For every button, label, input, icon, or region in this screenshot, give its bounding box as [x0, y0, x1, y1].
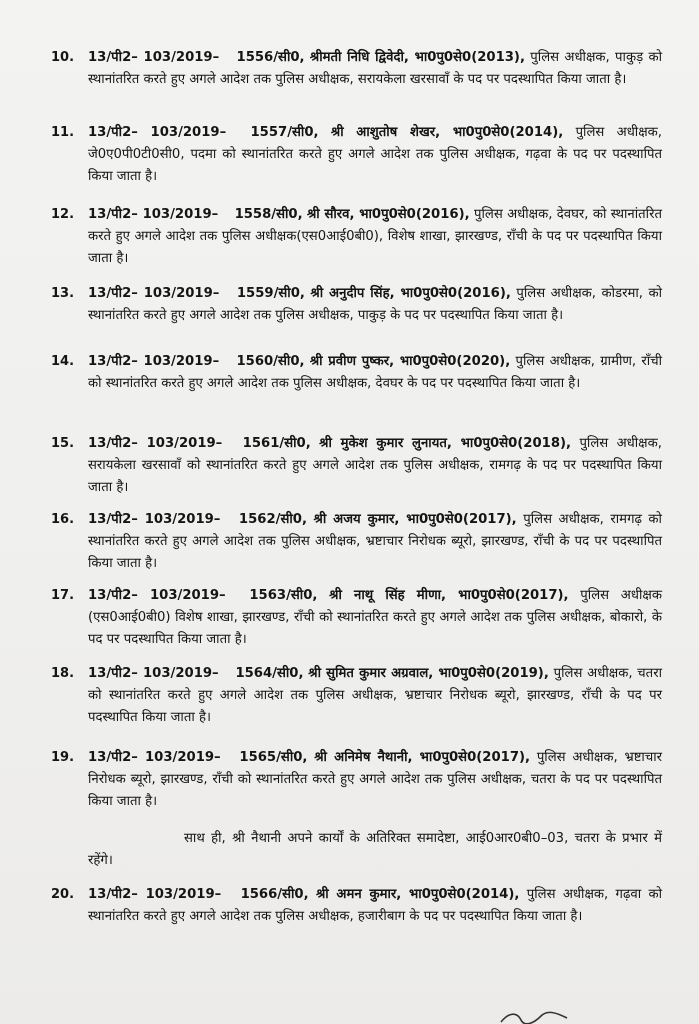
file-reference: 13/पी2– 103/2019– — [88, 354, 220, 369]
item-text — [88, 433, 662, 499]
transfer-description: पुलिस अधीक्षक, चतरा को स्थानांतरित करते हुए अगले आदेश तक पुलिस अधीक्षक, भ्रष्टाचार निरोधक ब्यूरो, झारखण्ड, राँची के पद पर पदस्थापित किया जाता है। — [88, 666, 662, 725]
item-text — [88, 122, 662, 188]
additional-charge-note: साथ ही, श्री नैथानी अपने कार्यों के अतिरिक्त समादेष्टा, आई0आर0बी0–03, चतरा के प्रभार में रहेंगे। — [88, 831, 662, 868]
order-number: 1560/सी0, — [236, 354, 305, 369]
transfer-description: पुलिस अधीक्षक, जे0ए0पी0टी0सी0, पदमा को स्थानांतरित करते हुए अगले आदेश तक पुलिस अधीक्षक, गढ़वा के पद पर पदस्थापित किया जाता है। — [88, 125, 662, 184]
file-reference: 13/पी2– 103/2019– — [88, 286, 220, 301]
order-number: 1563/सी0, — [249, 588, 318, 603]
item-number: 11. — [51, 125, 75, 140]
item-text — [88, 884, 662, 928]
file-reference: 13/पी2– 103/2019– — [88, 125, 227, 140]
signature-mark — [499, 1010, 569, 1024]
officer-name: श्री अनिमेष नैथानी, भा0पु0से0(2017), — [314, 750, 531, 765]
item-number: 12. — [51, 207, 75, 222]
order-number: 1565/सी0, — [239, 750, 308, 765]
file-reference: 13/पी2– 103/2019– — [88, 887, 222, 902]
item-number: 15. — [51, 436, 75, 451]
item-number: 18. — [51, 666, 75, 681]
transfer-description: पुलिस अधीक्षक, कोडरमा, को स्थानांतरित करते हुए अगले आदेश तक पुलिस अधीक्षक, पाकुड़ के पद पर पदस्थापित किया जाता है। — [88, 286, 663, 323]
item-text — [88, 351, 662, 395]
file-reference: 13/पी2– 103/2019– — [88, 666, 219, 681]
item-text — [88, 204, 662, 270]
order-number: 1561/सी0, — [242, 436, 311, 451]
file-reference: 13/पी2– 103/2019– — [88, 436, 223, 451]
item-text — [88, 509, 662, 575]
transfer-description: पुलिस अधीक्षक, गढ़वा को स्थानांतरित करते हुए अगले आदेश तक पुलिस अधीक्षक, हजारीबाग के पद पर पदस्थापित किया जाता है। — [88, 887, 663, 924]
order-number: 1557/सी0, — [250, 125, 319, 140]
file-reference: 13/पी2– 103/2019– — [88, 207, 219, 222]
file-reference: 13/पी2– 103/2019– — [88, 512, 221, 527]
order-number: 1556/सी0, — [236, 50, 305, 65]
transfer-description: पुलिस अधीक्षक, रामगढ़ को स्थानांतरित करते हुए अगले आदेश तक पुलिस अधीक्षक, भ्रष्टाचार निरोधक ब्यूरो, झारखण्ड, राँची के पद पर पदस्थापित किया जाता है। — [88, 512, 662, 571]
officer-name: श्री मुकेश कुमार लुनायत, भा0पु0से0(2018), — [319, 436, 572, 451]
file-reference: 13/पी2– 103/2019– — [88, 588, 226, 603]
item-number: 13. — [51, 286, 75, 301]
order-number: 1559/सी0, — [236, 286, 305, 301]
officer-name: श्री प्रवीण पुष्कर, भा0पु0से0(2020), — [309, 354, 511, 369]
transfer-description: पुलिस अधीक्षक, भ्रष्टाचार निरोधक ब्यूरो, झारखण्ड, राँची को स्थानांतरित करते हुए अगले आदेश तक पुलिस अधीक्षक, चतरा के पद पर पदस्थापित किया जाता है। — [88, 750, 663, 809]
item-text — [88, 47, 662, 91]
item-text — [88, 663, 662, 729]
officer-name: श्रीमती निधि द्विवेदी, भा0पु0से0(2013), — [309, 50, 525, 65]
officer-name: श्री अजय कुमार, भा0पु0से0(2017), — [313, 512, 517, 527]
officer-name: श्री नाथू सिंह मीणा, भा0पु0से0(2017), — [329, 588, 569, 603]
transfer-description: पुलिस अधीक्षक, सरायकेला खरसावाँ को स्थानांतरित करते हुए अगले आदेश तक पुलिस अधीक्षक, रामगढ़ के पद पर पदस्थापित किया जाता है। — [88, 436, 662, 495]
officer-name: श्री अमन कुमार, भा0पु0से0(2014), — [315, 887, 520, 902]
item-text — [88, 283, 662, 327]
order-number: 1562/सी0, — [238, 512, 307, 527]
file-reference: 13/पी2– 103/2019– — [88, 50, 220, 65]
item-number: 16. — [51, 512, 75, 527]
file-reference: 13/पी2– 103/2019– — [88, 750, 221, 765]
officer-name: श्री सौरव, भा0पु0से0(2016), — [306, 207, 470, 222]
item-number: 14. — [51, 354, 75, 369]
order-number: 1558/सी0, — [234, 207, 303, 222]
officer-name: श्री अनुदीप सिंह, भा0पु0से0(2016), — [310, 286, 511, 301]
order-number: 1564/सी0, — [235, 666, 304, 681]
transfer-description: पुलिस अधीक्षक, ग्रामीण, राँची को स्थानांतरित करते हुए अगले आदेश तक पुलिस अधीक्षक, देवघर के पद पर पदस्थापित किया जाता है। — [88, 354, 662, 391]
order-number: 1566/सी0, — [240, 887, 309, 902]
transfer-description: पुलिस अधीक्षक, पाकुड़ को स्थानांतरित करते हुए अगले आदेश तक पुलिस अधीक्षक, सरायकेला खरसावाँ के पद पर पदस्थापित किया जाता है। — [88, 50, 662, 87]
item-number: 20. — [51, 887, 75, 902]
transfer-description: पुलिस अधीक्षक, देवघर, को स्थानांतरित करते हुए अगले आदेश तक पुलिस अधीक्षक(एस0आई0बी0), विशेष शाखा, झारखण्ड, राँची के पद पर पदस्थापित किया जाता है। — [88, 207, 662, 266]
transfer-description: पुलिस अधीक्षक (एस0आई0बी0) विशेष शाखा, झारखण्ड, राँची को स्थानांतरित करते हुए अगले आदेश तक पुलिस अधीक्षक, बोकारो, के पद पर पदस्थापित किया जाता है। — [88, 588, 662, 647]
item-text — [88, 585, 662, 651]
officer-name: श्री आशुतोष शेखर, भा0पु0से0(2014), — [330, 125, 564, 140]
item-text — [88, 747, 662, 813]
officer-name: श्री सुमित कुमार अग्रवाल, भा0पु0से0(2019), — [308, 666, 549, 681]
item-number: 19. — [51, 750, 75, 765]
item-number: 17. — [51, 588, 75, 603]
item-number: 10. — [51, 50, 75, 65]
